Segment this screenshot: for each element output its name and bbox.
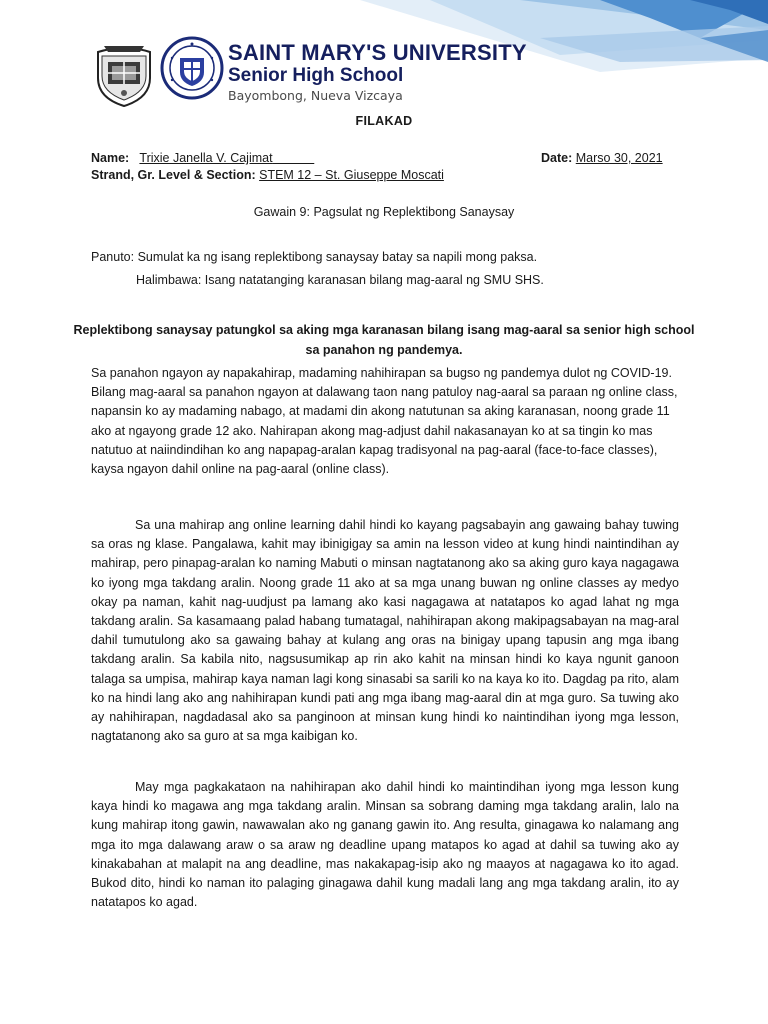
date-value: Marso 30, 2021 (575, 151, 663, 165)
example-line: Halimbawa: Isang natatanging karanasan bilang mag-aaral ng SMU SHS. (136, 273, 544, 287)
school-name: SAINT MARY'S UNIVERSITY (228, 40, 527, 65)
document-title: FILAKAD (355, 114, 413, 128)
date-field (541, 151, 663, 165)
school-shield-logo (94, 42, 154, 108)
strand-value: STEM 12 – St. Giuseppe Moscati (259, 168, 444, 182)
essay-title-line-1: Replektibong sanaysay patungkol sa aking mga karanasan bilang isang mag-aaral sa senior high school (73, 323, 695, 337)
university-seal-logo (160, 36, 224, 100)
instructions: Panuto: Sumulat ka ng isang replektibong sanaysay batay sa napili mong paksa. (91, 250, 538, 264)
school-header (228, 40, 527, 106)
student-name-row (91, 151, 671, 165)
essay-title (70, 320, 698, 360)
school-unit: Senior High School (228, 65, 404, 86)
date-label: Date: (541, 151, 573, 165)
essay-paragraph-1: Sa panahon ngayon ay napakahirap, madaming nahihirapan sa bugso ng pandemya dulot ng COVID-19. Bilang mag-aaral sa panahon ngayon at dalawang taon nang patuloy nag-aaral sa paraan ng online class, napansin ko ay madaming nabago, at madami din akong natutunan sa aking karanasan, noong grade 11 ako at ngayong grade 12 ako. Nahirapan akong mag-adjust dahil nakasanayan ko at sa tingin ko mas natutuo at naiindindihan ko ang napapag-aralan kapag tradisyonal na pag-aaral (face-to-face classes), kaysa ngayon dahil online na pag-aaral (online class). (91, 366, 678, 477)
school-location: Bayombong, Nueva Vizcaya (228, 88, 403, 103)
student-name: Trixie Janella V. Cajimat (139, 151, 273, 165)
essay-paragraph-3: May mga pagkakataon na nahihirapan ako dahil hindi ko maintindihan iyong mga lesson kung kaya hindi ko magawa ang mga takdang aralin. Minsan sa sobrang daming mga takdang aralin, lalo na kung mahirap itong gawin, nawawalan ako ng ganang gawin ito. Ang resulta, ginagawa ko nalamang ang mga ito mga dalawang araw o sa araw ng deadline upang matapos ko agad at dahil sa tuwing ako ay kinakabahan at malapit na ang deadline, mas nakakapag-isip ako ng maayos at nagagawa ko ito agad. Bukod dito, hindi ko naman ito palaging ginagawa dahil kung madali lang ang mga takdang aralin, ito ay natatapos ko agad. (91, 780, 679, 910)
name-label: Name: (91, 151, 130, 165)
essay-paragraph-2: Sa una mahirap ang online learning dahil hindi ko kayang pagsabayin ang gawaing bahay tuwing sa oras ng klase. Pangalawa, kahit may ibinigigay sa amin na lesson video at kung hindi naintindihan ay mahirap, pero pinapag-aralan ko naming Mabuti o minsan nagtatanong ako sa aking guro kaya nagagawa ko iyong mga takdang aralin. Noong grade 11 ako at sa mga unang buwan ng online classes ay medyo okay pa naman, kahit nag-uudjust pa lamang ako kasi nagagawa at natatapos ko agad lahat ng mga takdang aralin. Sa kasamaang palad habang tumatagal, nahihirapan akong makipagsabayan na mag-aral dahil tumutulong ako sa gawaing bahay at kulang ang oras na binigay upang tapusin ang mga ibang takdang aralin. Sa kabila nito, nagsusumikap ap rin ako kahit na minsan hindi ko kaya ngunit ganoon talaga sa umpisa, mahirap kaya naman lagi kong sinasabi sa sarili ko na kaya ko ito. Dagdag pa rito, alam ko na hindi lang ako ang nahihirapan kundi pati ang mga ibang mag-aaral din at mga guro. Sa tuwing ako ay nahihirapan, nagdadasal ako sa panginoon at minsan kung hindi ko naintindihan iyong mga lesson, nagtatanong ako sa guro at sa mga kaibigan ko. (91, 518, 679, 744)
essay-title-line-2: sa panahon ng pandemya. (305, 343, 463, 357)
strand-label: Strand, Gr. Level & Section: (91, 168, 256, 182)
strand-row (91, 168, 671, 182)
activity-title: Gawain 9: Pagsulat ng Replektibong Sanaysay (253, 205, 515, 219)
